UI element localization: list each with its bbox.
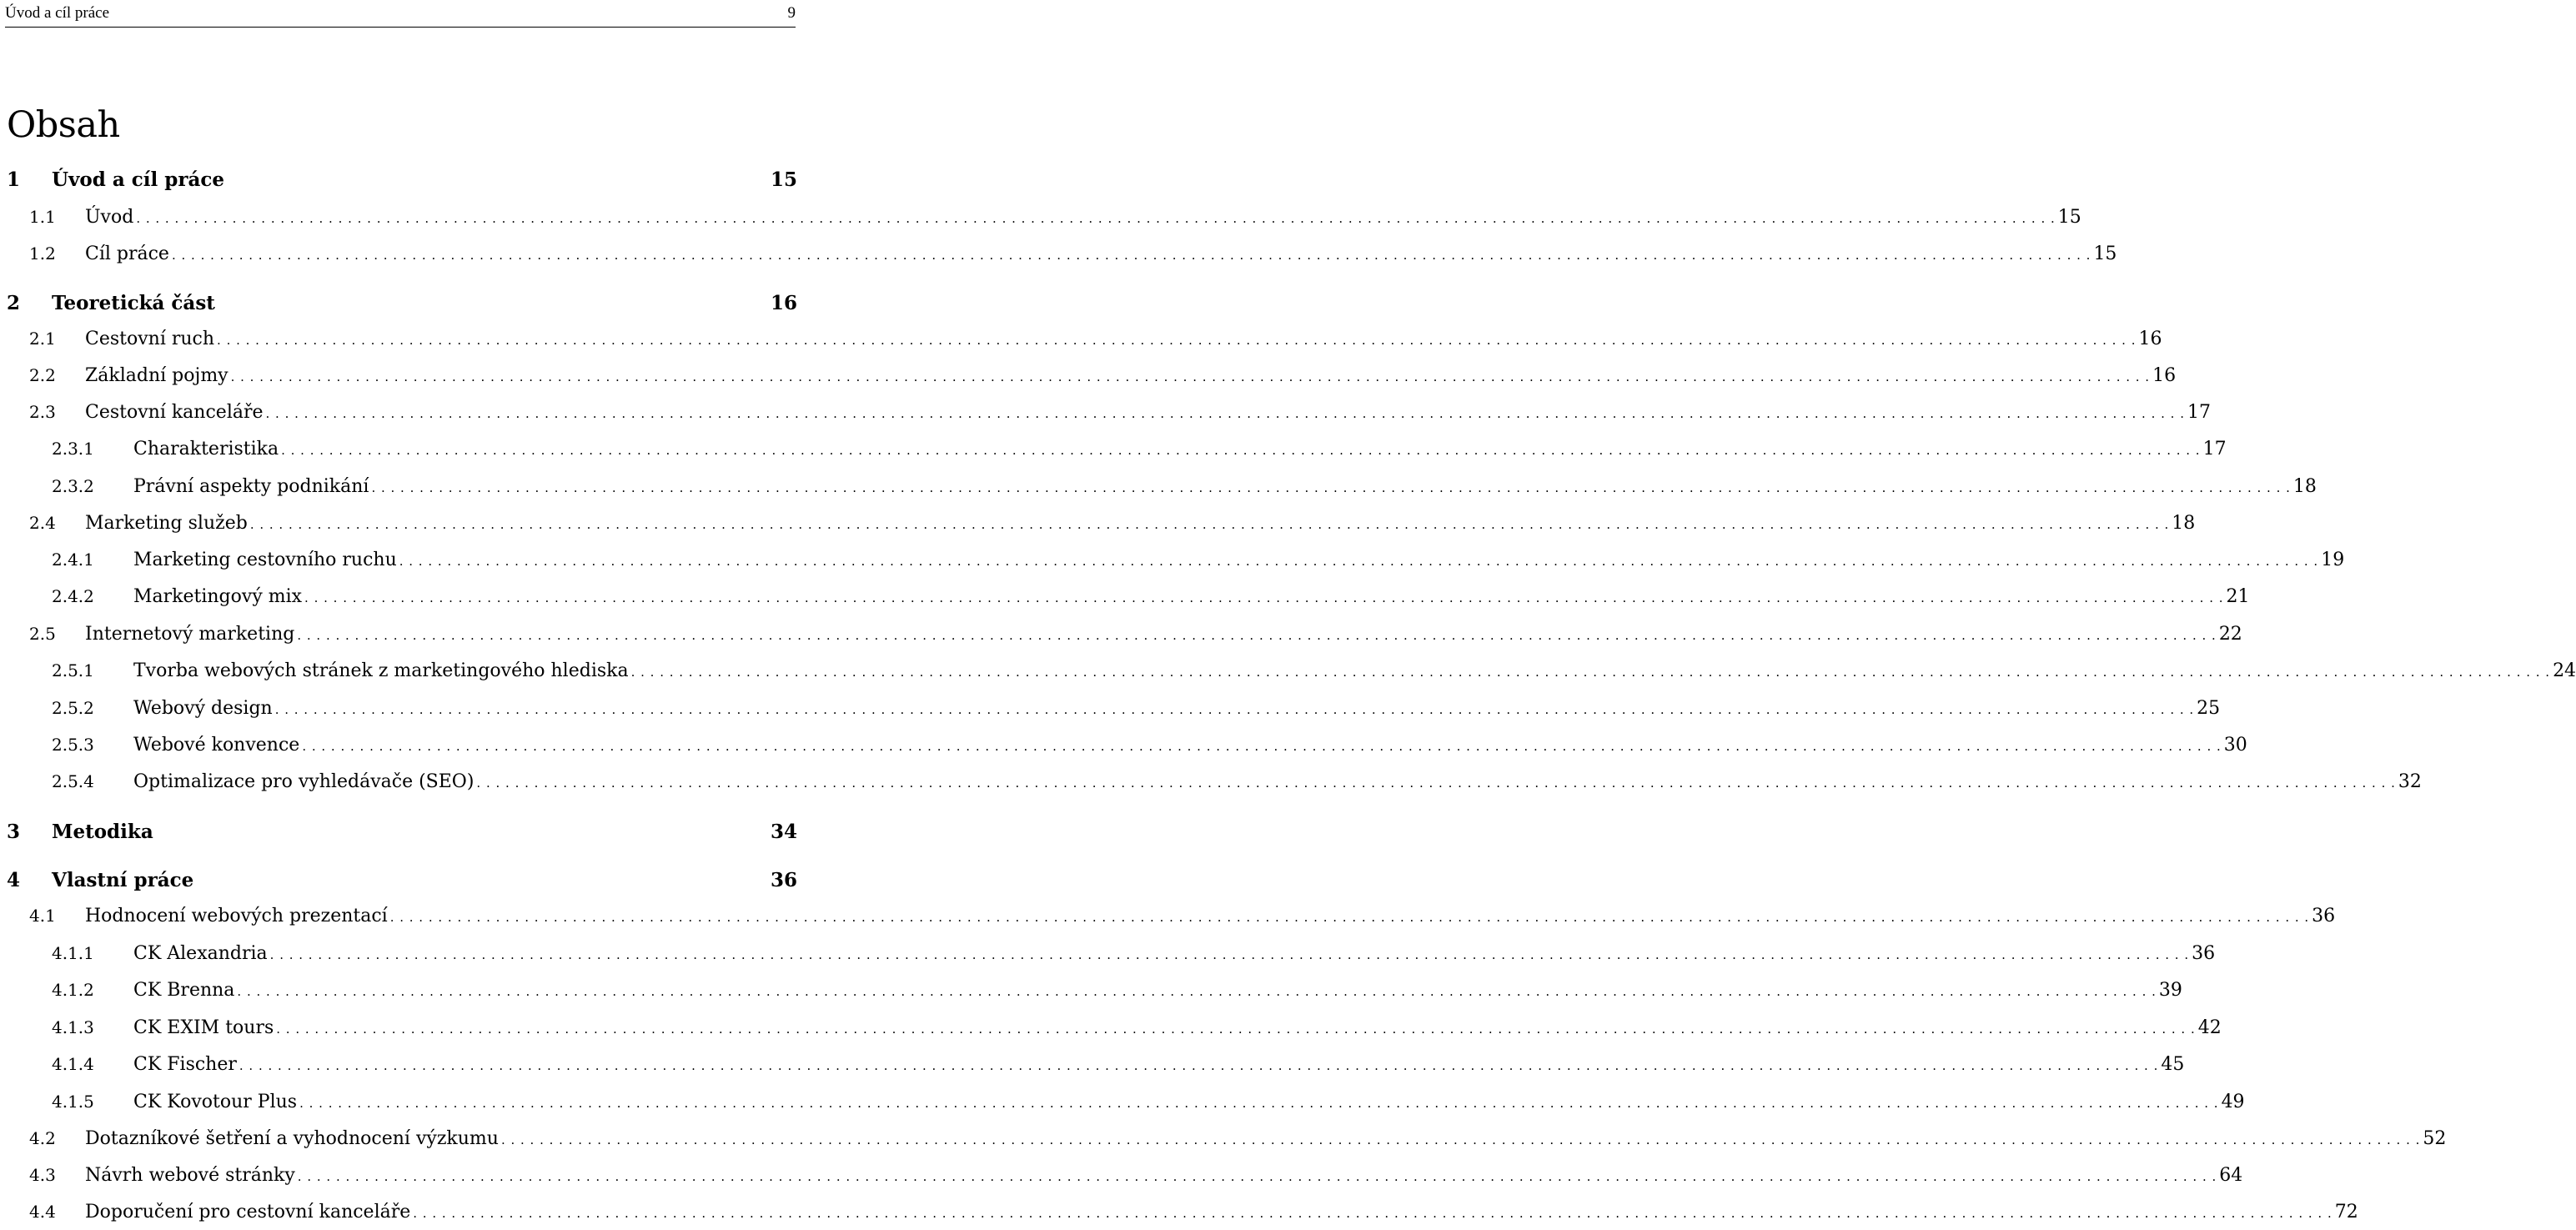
toc-entry-title: Webový design — [133, 698, 273, 719]
toc-entry-title: CK Kovotour Plus — [133, 1092, 298, 1112]
dot-leader: . . . . . . . . . . . . . . . . . . . . . . . . . . . . . . . . . . . . . . . . . . . . . . . . . . . . . . . . . . . . . . . . . . . . . . . . . . . . . . . . . . . . . . . . . . . . . . . . . . . . . . . . . . . . . . . . . . . . . . . . . . . . . . . . . . . . . . . . . . . . . . . . . . . . . . . . . . . . . . . . . . . . . . . . . . . . . . . . . . . . . . . . . . . . . . . . . . . . . . . . — [302, 739, 2222, 754]
toc-entry-title: Dotazníkové šetření a vyhodnocení výzkumu — [85, 1128, 499, 1149]
toc-entry[interactable] — [0, 1128, 2447, 1157]
toc-entry-number: 2.5.1 — [52, 660, 94, 680]
toc-entry-page: 30 — [2223, 735, 2247, 756]
toc-entry-title: CK Alexandria — [133, 943, 268, 964]
running-header-page-number: 9 — [787, 4, 796, 22]
toc-entry-page: 19 — [2321, 550, 2345, 570]
dot-leader: . . . . . . . . . . . . . . . . . . . . . . . . . . . . . . . . . . . . . . . . . . . . . . . . . . . . . . . . . . . . . . . . . . . . . . . . . . . . . . . . . . . . . . . . . . . . . . . . . . . . . . . . . . . . . . . . . . . . . . . . . . . . . . . . . . . . . . . . . . . . . . . . . . . . . . . . . . . . . . . . . . . . . . . . . . . . . . . . . . . . . . . . . . . . . . . . . . . . . . . . — [274, 702, 2195, 717]
dot-leader: . . . . . . . . . . . . . . . . . . . . . . . . . . . . . . . . . . . . . . . . . . . . . . . . . . . . . . . . . . . . . . . . . . . . . . . . . . . . . . . . . . . . . . . . . . . . . . . . . . . . . . . . . . . . . . . . . . . . . . . . . . . . . . . . . . . . . . . . . . . . . . . . . . . . . . . . . . . . . . . . . . . . . . . . . . . . . . . . . . . . . . . . . . . . . . . . . . . . . . . . — [299, 1096, 2219, 1111]
toc-entry-page: 22 — [2218, 624, 2242, 645]
toc-entry-number: 2.3 — [29, 402, 56, 422]
toc-entry[interactable] — [0, 1165, 2243, 1193]
toc-entry-title: CK EXIM tours — [133, 1017, 274, 1038]
toc-entry[interactable] — [0, 243, 2117, 272]
toc-entry-number: 4.2 — [29, 1128, 56, 1148]
toc-entry-title: Marketingový mix — [133, 586, 303, 607]
toc-entry-number: 2.4 — [29, 513, 56, 533]
toc-entry[interactable] — [0, 624, 2242, 652]
toc-entry-title: CK Fischer — [133, 1054, 237, 1075]
toc-entry[interactable] — [0, 698, 2221, 726]
toc-entry-title: Optimalizace pro vyhledávače (SEO) — [133, 771, 475, 792]
toc-entry-page: 72 — [2334, 1202, 2358, 1222]
toc-entry-title: Internetový marketing — [85, 624, 295, 645]
toc-entry[interactable] — [0, 1054, 2185, 1082]
toc-entry-title: Doporučení pro cestovní kanceláře — [85, 1202, 411, 1222]
toc-entry-number: 4 — [7, 869, 21, 891]
dot-leader: . . . . . . . . . . . . . . . . . . . . . . . . . . . . . . . . . . . . . . . . . . . . . . . . . . . . . . . . . . . . . . . . . . . . . . . . . . . . . . . . . . . . . . . . . . . . . . . . . . . . . . . . . . . . . . . . . . . . . . . . . . . . . . . . . . . . . . . . . . . . . . . . . . . . . . . . . . . . . . . . . . . . . . . . . . . . . . . . . . . . . . . . . . . . . . . . . . . . . . . . — [413, 1206, 2332, 1221]
toc-entry-number: 2.4.1 — [52, 550, 94, 570]
toc-entry-title: Cestovní kanceláře — [85, 402, 264, 423]
toc-entry-number: 2.5 — [29, 624, 56, 644]
toc-entry[interactable] — [0, 365, 2177, 394]
toc-entry-number: 2.5.4 — [52, 771, 94, 791]
running-header-title: Úvod a cíl práce — [5, 4, 110, 22]
toc-entry-page: 18 — [2292, 476, 2317, 497]
toc-entry-title: Vlastní práce — [52, 869, 194, 891]
toc-entry-number: 4.1.2 — [52, 980, 94, 1000]
toc-entry-number: 2.5.3 — [52, 735, 94, 755]
toc-entry-title: Návrh webové stránky — [85, 1165, 295, 1186]
dot-leader: . . . . . . . . . . . . . . . . . . . . . . . . . . . . . . . . . . . . . . . . . . . . . . . . . . . . . . . . . . . . . . . . . . . . . . . . . . . . . . . . . . . . . . . . . . . . . . . . . . . . . . . . . . . . . . . . . . . . . . . . . . . . . . . . . . . . . . . . . . . . . . . . . . . . . . . . . . . . . . . . . . . . . . . . . . . . . . . . . . . . . . . . . . . . . . . . . . . . . . . . — [237, 984, 2157, 999]
dot-leader: . . . . . . . . . . . . . . . . . . . . . . . . . . . . . . . . . . . . . . . . . . . . . . . . . . . . . . . . . . . . . . . . . . . . . . . . . . . . . . . . . . . . . . . . . . . . . . . . . . . . . . . . . . . . . . . . . . . . . . . . . . . . . . . . . . . . . . . . . . . . . . . . . . . . . . . . . . . . . . . . . . . . . . . . . . . . . . . . . . . . . . . . . . . . . . . . . . . . . . . . — [276, 1022, 2196, 1037]
toc-entry-title: Cíl práce — [85, 243, 169, 264]
toc-entry-number: 1.2 — [29, 243, 56, 264]
toc-entry[interactable] — [0, 168, 797, 197]
toc-entry[interactable] — [0, 550, 2345, 578]
dot-leader: . . . . . . . . . . . . . . . . . . . . . . . . . . . . . . . . . . . . . . . . . . . . . . . . . . . . . . . . . . . . . . . . . . . . . . . . . . . . . . . . . . . . . . . . . . . . . . . . . . . . . . . . . . . . . . . . . . . . . . . . . . . . . . . . . . . . . . . . . . . . . . . . . . . . . . . . . . . . . . . . . . . . . . . . . . . . . . . . . . . . . . . . . . . . . . . . . . . . . . . . — [217, 333, 2137, 348]
dot-leader: . . . . . . . . . . . . . . . . . . . . . . . . . . . . . . . . . . . . . . . . . . . . . . . . . . . . . . . . . . . . . . . . . . . . . . . . . . . . . . . . . . . . . . . . . . . . . . . . . . . . . . . . . . . . . . . . . . . . . . . . . . . . . . . . . . . . . . . . . . . . . . . . . . . . . . . . . . . . . . . . . . . . . . . . . . . . . . . . . . . . . . . . . . . . . . . . . . . . . . . . — [371, 480, 2291, 495]
toc-entry-number: 2 — [7, 292, 21, 314]
toc-entry-number: 4.1 — [29, 906, 56, 926]
dot-leader: . . . . . . . . . . . . . . . . . . . . . . . . . . . . . . . . . . . . . . . . . . . . . . . . . . . . . . . . . . . . . . . . . . . . . . . . . . . . . . . . . . . . . . . . . . . . . . . . . . . . . . . . . . . . . . . . . . . . . . . . . . . . . . . . . . . . . . . . . . . . . . . . . . . . . . . . . . . . . . . . . . . . . . . . . . . . . . . . . . . . . . . . . . . . . . . . . . . . . . . . — [171, 248, 2091, 263]
toc-entry-page: 16 — [2138, 329, 2162, 349]
toc-entry-title: Webové konvence — [133, 735, 300, 756]
toc-entry[interactable] — [0, 292, 797, 320]
toc-entry-number: 4.1.4 — [52, 1054, 94, 1074]
toc-entry-number: 2.3.1 — [52, 439, 94, 459]
dot-leader: . . . . . . . . . . . . . . . . . . . . . . . . . . . . . . . . . . . . . . . . . . . . . . . . . . . . . . . . . . . . . . . . . . . . . . . . . . . . . . . . . . . . . . . . . . . . . . . . . . . . . . . . . . . . . . . . . . . . . . . . . . . . . . . . . . . . . . . . . . . . . . . . . . . . . . . . . . . . . . . . . . . . . . . . . . . . . . . . . . . . . . . . . . . . . . . . . . . . . . . . — [249, 517, 2170, 532]
dot-leader: . . . . . . . . . . . . . . . . . . . . . . . . . . . . . . . . . . . . . . . . . . . . . . . . . . . . . . . . . . . . . . . . . . . . . . . . . . . . . . . . . . . . . . . . . . . . . . . . . . . . . . . . . . . . . . . . . . . . . . . . . . . . . . . . . . . . . . . . . . . . . . . . . . . . . . . . . . . . . . . . . . . . . . . . . . . . . . . . . . . . . . . . . . . . . . . . . . . . . . . . — [136, 211, 2056, 226]
toc-entry[interactable] — [0, 943, 2216, 971]
toc-entry[interactable] — [0, 1202, 2358, 1230]
dot-leader: . . . . . . . . . . . . . . . . . . . . . . . . . . . . . . . . . . . . . . . . . . . . . . . . . . . . . . . . . . . . . . . . . . . . . . . . . . . . . . . . . . . . . . . . . . . . . . . . . . . . . . . . . . . . . . . . . . . . . . . . . . . . . . . . . . . . . . . . . . . . . . . . . . . . . . . . . . . . . . . . . . . . . . . . . . . . . . . . . . . . . . . . . . . . . . . . . . . . . . . . — [476, 776, 2396, 791]
toc-heading: Obsah — [7, 104, 120, 146]
toc-entry-title: Marketing cestovního ruchu — [133, 550, 397, 570]
toc-entry-number: 2.4.2 — [52, 586, 94, 606]
dot-leader: . . . . . . . . . . . . . . . . . . . . . . . . . . . . . . . . . . . . . . . . . . . . . . . . . . . . . . . . . . . . . . . . . . . . . . . . . . . . . . . . . . . . . . . . . . . . . . . . . . . . . . . . . . . . . . . . . . . . . . . . . . . . . . . . . . . . . . . . . . . . . . . . . . . . . . . . . . . . . . . . . . . . . . . . . . . . . . . . . . . . . . . . . . . . . . . . . . . . . . . . — [500, 1132, 2421, 1147]
toc-entry-page: 25 — [2197, 698, 2221, 719]
dot-leader: . . . . . . . . . . . . . . . . . . . . . . . . . . . . . . . . . . . . . . . . . . . . . . . . . . . . . . . . . . . . . . . . . . . . . . . . . . . . . . . . . . . . . . . . . . . . . . . . . . . . . . . . . . . . . . . . . . . . . . . . . . . . . . . . . . . . . . . . . . . . . . . . . . . . . . . . . . . . . . . . . . . . . . . . . . . . . . . . . . . . . . . . . . . . . . . . . . . . . . . . — [399, 554, 2319, 569]
toc-entry-title: Právní aspekty podnikání — [133, 476, 369, 497]
toc-entry-number: 4.1.5 — [52, 1092, 94, 1112]
dot-leader: . . . . . . . . . . . . . . . . . . . . . . . . . . . . . . . . . . . . . . . . . . . . . . . . . . . . . . . . . . . . . . . . . . . . . . . . . . . . . . . . . . . . . . . . . . . . . . . . . . . . . . . . . . . . . . . . . . . . . . . . . . . . . . . . . . . . . . . . . . . . . . . . . . . . . . . . . . . . . . . . . . . . . . . . . . . . . . . . . . . . . . . . . . . . . . . . . . . . . . . . — [281, 443, 2201, 458]
toc-entry-number: 3 — [7, 821, 21, 843]
dot-leader: . . . . . . . . . . . . . . . . . . . . . . . . . . . . . . . . . . . . . . . . . . . . . . . . . . . . . . . . . . . . . . . . . . . . . . . . . . . . . . . . . . . . . . . . . . . . . . . . . . . . . . . . . . . . . . . . . . . . . . . . . . . . . . . . . . . . . . . . . . . . . . . . . . . . . . . . . . . . . . . . . . . . . . . . . . . . . . . . . . . . . . . . . . . . . . . . . . . . . . . . — [230, 369, 2151, 384]
toc-entry[interactable] — [0, 439, 2227, 467]
toc-entry[interactable] — [0, 402, 2211, 430]
toc-entry[interactable] — [0, 906, 2336, 934]
toc-entry-page: 52 — [2423, 1128, 2447, 1149]
toc-entry-page: 16 — [770, 292, 797, 314]
toc-entry-number: 2.3.2 — [52, 476, 94, 496]
toc-entry-page: 15 — [770, 168, 797, 191]
toc-entry-page: 64 — [2219, 1165, 2243, 1186]
toc-entry[interactable] — [0, 329, 2162, 357]
toc-entry-page: 42 — [2197, 1017, 2222, 1038]
toc-entry-page: 45 — [2161, 1054, 2185, 1075]
toc-entry-number: 1.1 — [29, 207, 56, 227]
toc-entry-number: 4.1.1 — [52, 943, 94, 963]
toc-entry-page: 36 — [2312, 906, 2336, 926]
toc-entry-number: 2.5.2 — [52, 698, 94, 718]
toc-entry-page: 15 — [2057, 207, 2081, 228]
toc-entry[interactable] — [0, 586, 2250, 615]
dot-leader: . . . . . . . . . . . . . . . . . . . . . . . . . . . . . . . . . . . . . . . . . . . . . . . . . . . . . . . . . . . . . . . . . . . . . . . . . . . . . . . . . . . . . . . . . . . . . . . . . . . . . . . . . . . . . . . . . . . . . . . . . . . . . . . . . . . . . . . . . . . . . . . . . . . . . . . . . . . . . . . . . . . . . . . . . . . . . . . . . . . . . . . . . . . . . . . . . . . . . . . . — [297, 1169, 2217, 1184]
toc-entry[interactable] — [0, 771, 2422, 800]
toc-entry-title: Metodika — [52, 821, 153, 843]
toc-entry-title: Základní pojmy — [85, 365, 228, 386]
toc-entry-number: 4.1.3 — [52, 1017, 94, 1037]
toc-entry-page: 49 — [2221, 1092, 2245, 1112]
toc-entry[interactable] — [0, 476, 2317, 505]
dot-leader: . . . . . . . . . . . . . . . . . . . . . . . . . . . . . . . . . . . . . . . . . . . . . . . . . . . . . . . . . . . . . . . . . . . . . . . . . . . . . . . . . . . . . . . . . . . . . . . . . . . . . . . . . . . . . . . . . . . . . . . . . . . . . . . . . . . . . . . . . . . . . . . . . . . . . . . . . . . . . . . . . . . . . . . . . . . . . . . . . . . . . . . . . . . . . . . . . . . . . . . . — [239, 1058, 2159, 1073]
toc-entry-page: 17 — [2202, 439, 2227, 459]
toc-entry-title: Hodnocení webových prezentací — [85, 906, 388, 926]
toc-entry-title: Teoretická část — [52, 292, 215, 314]
toc-entry-page: 18 — [2172, 513, 2196, 534]
toc-entry[interactable] — [0, 1017, 2222, 1046]
dot-leader: . . . . . . . . . . . . . . . . . . . . . . . . . . . . . . . . . . . . . . . . . . . . . . . . . . . . . . . . . . . . . . . . . . . . . . . . . . . . . . . . . . . . . . . . . . . . . . . . . . . . . . . . . . . . . . . . . . . . . . . . . . . . . . . . . . . . . . . . . . . . . . . . . . . . . . . . . . . . . . . . . . . . . . . . . . . . . . . . . . . . . . . . . . . . . . . . . . . . . . . . — [269, 947, 2190, 962]
toc-entry-number: 2.1 — [29, 329, 56, 349]
toc-entry-page: 16 — [2152, 365, 2177, 386]
toc-entry-page: 32 — [2398, 771, 2422, 792]
toc-entry-title: Úvod — [85, 207, 134, 228]
toc-entry-number: 4.4 — [29, 1202, 56, 1222]
toc-entry[interactable] — [0, 513, 2196, 541]
toc-entry-number: 1 — [7, 168, 21, 191]
toc-entry-page: 15 — [2093, 243, 2117, 264]
dot-leader: . . . . . . . . . . . . . . . . . . . . . . . . . . . . . . . . . . . . . . . . . . . . . . . . . . . . . . . . . . . . . . . . . . . . . . . . . . . . . . . . . . . . . . . . . . . . . . . . . . . . . . . . . . . . . . . . . . . . . . . . . . . . . . . . . . . . . . . . . . . . . . . . . . . . . . . . . . . . . . . . . . . . . . . . . . . . . . . . . . . . . . . . . . . . . . . . . . . . . . . . — [389, 910, 2310, 925]
toc-entry[interactable] — [0, 207, 2081, 235]
toc-entry-page: 21 — [2226, 586, 2250, 607]
toc-entry[interactable] — [0, 980, 2182, 1008]
dot-leader: . . . . . . . . . . . . . . . . . . . . . . . . . . . . . . . . . . . . . . . . . . . . . . . . . . . . . . . . . . . . . . . . . . . . . . . . . . . . . . . . . . . . . . . . . . . . . . . . . . . . . . . . . . . . . . . . . . . . . . . . . . . . . . . . . . . . . . . . . . . . . . . . . . . . . . . . . . . . . . . . . . . . . . . . . . . . . . . . . . . . . . . . . . . . . . . . . . . . . . . . — [630, 665, 2551, 680]
toc-entry-page: 36 — [770, 869, 797, 891]
dot-leader: . . . . . . . . . . . . . . . . . . . . . . . . . . . . . . . . . . . . . . . . . . . . . . . . . . . . . . . . . . . . . . . . . . . . . . . . . . . . . . . . . . . . . . . . . . . . . . . . . . . . . . . . . . . . . . . . . . . . . . . . . . . . . . . . . . . . . . . . . . . . . . . . . . . . . . . . . . . . . . . . . . . . . . . . . . . . . . . . . . . . . . . . . . . . . . . . . . . . . . . . — [297, 628, 2217, 643]
toc-entry[interactable] — [0, 821, 797, 849]
toc-entry-title: Tvorba webových stránek z marketingového hlediska — [133, 660, 629, 681]
toc-entry-title: Cestovní ruch — [85, 329, 215, 349]
toc-entry-page: 34 — [770, 821, 797, 843]
toc-entry-number: 2.2 — [29, 365, 56, 385]
toc-entry[interactable] — [0, 660, 2576, 689]
toc-entry-title: Úvod a cíl práce — [52, 168, 224, 191]
toc-entry-title: CK Brenna — [133, 980, 235, 1001]
toc-entry-title: Charakteristika — [133, 439, 279, 459]
toc-entry-page: 39 — [2158, 980, 2182, 1001]
toc-entry[interactable] — [0, 735, 2247, 763]
toc-entry[interactable] — [0, 1092, 2245, 1120]
toc-entry-page: 24 — [2553, 660, 2576, 681]
toc-entry-page: 36 — [2192, 943, 2216, 964]
dot-leader: . . . . . . . . . . . . . . . . . . . . . . . . . . . . . . . . . . . . . . . . . . . . . . . . . . . . . . . . . . . . . . . . . . . . . . . . . . . . . . . . . . . . . . . . . . . . . . . . . . . . . . . . . . . . . . . . . . . . . . . . . . . . . . . . . . . . . . . . . . . . . . . . . . . . . . . . . . . . . . . . . . . . . . . . . . . . . . . . . . . . . . . . . . . . . . . . . . . . . . . . — [304, 590, 2224, 605]
toc-entry[interactable] — [0, 869, 797, 897]
dot-leader: . . . . . . . . . . . . . . . . . . . . . . . . . . . . . . . . . . . . . . . . . . . . . . . . . . . . . . . . . . . . . . . . . . . . . . . . . . . . . . . . . . . . . . . . . . . . . . . . . . . . . . . . . . . . . . . . . . . . . . . . . . . . . . . . . . . . . . . . . . . . . . . . . . . . . . . . . . . . . . . . . . . . . . . . . . . . . . . . . . . . . . . . . . . . . . . . . . . . . . . . — [265, 406, 2185, 421]
toc-entry-title: Marketing služeb — [85, 513, 248, 534]
toc-entry-number: 4.3 — [29, 1165, 56, 1185]
toc-entry-page: 17 — [2187, 402, 2211, 423]
